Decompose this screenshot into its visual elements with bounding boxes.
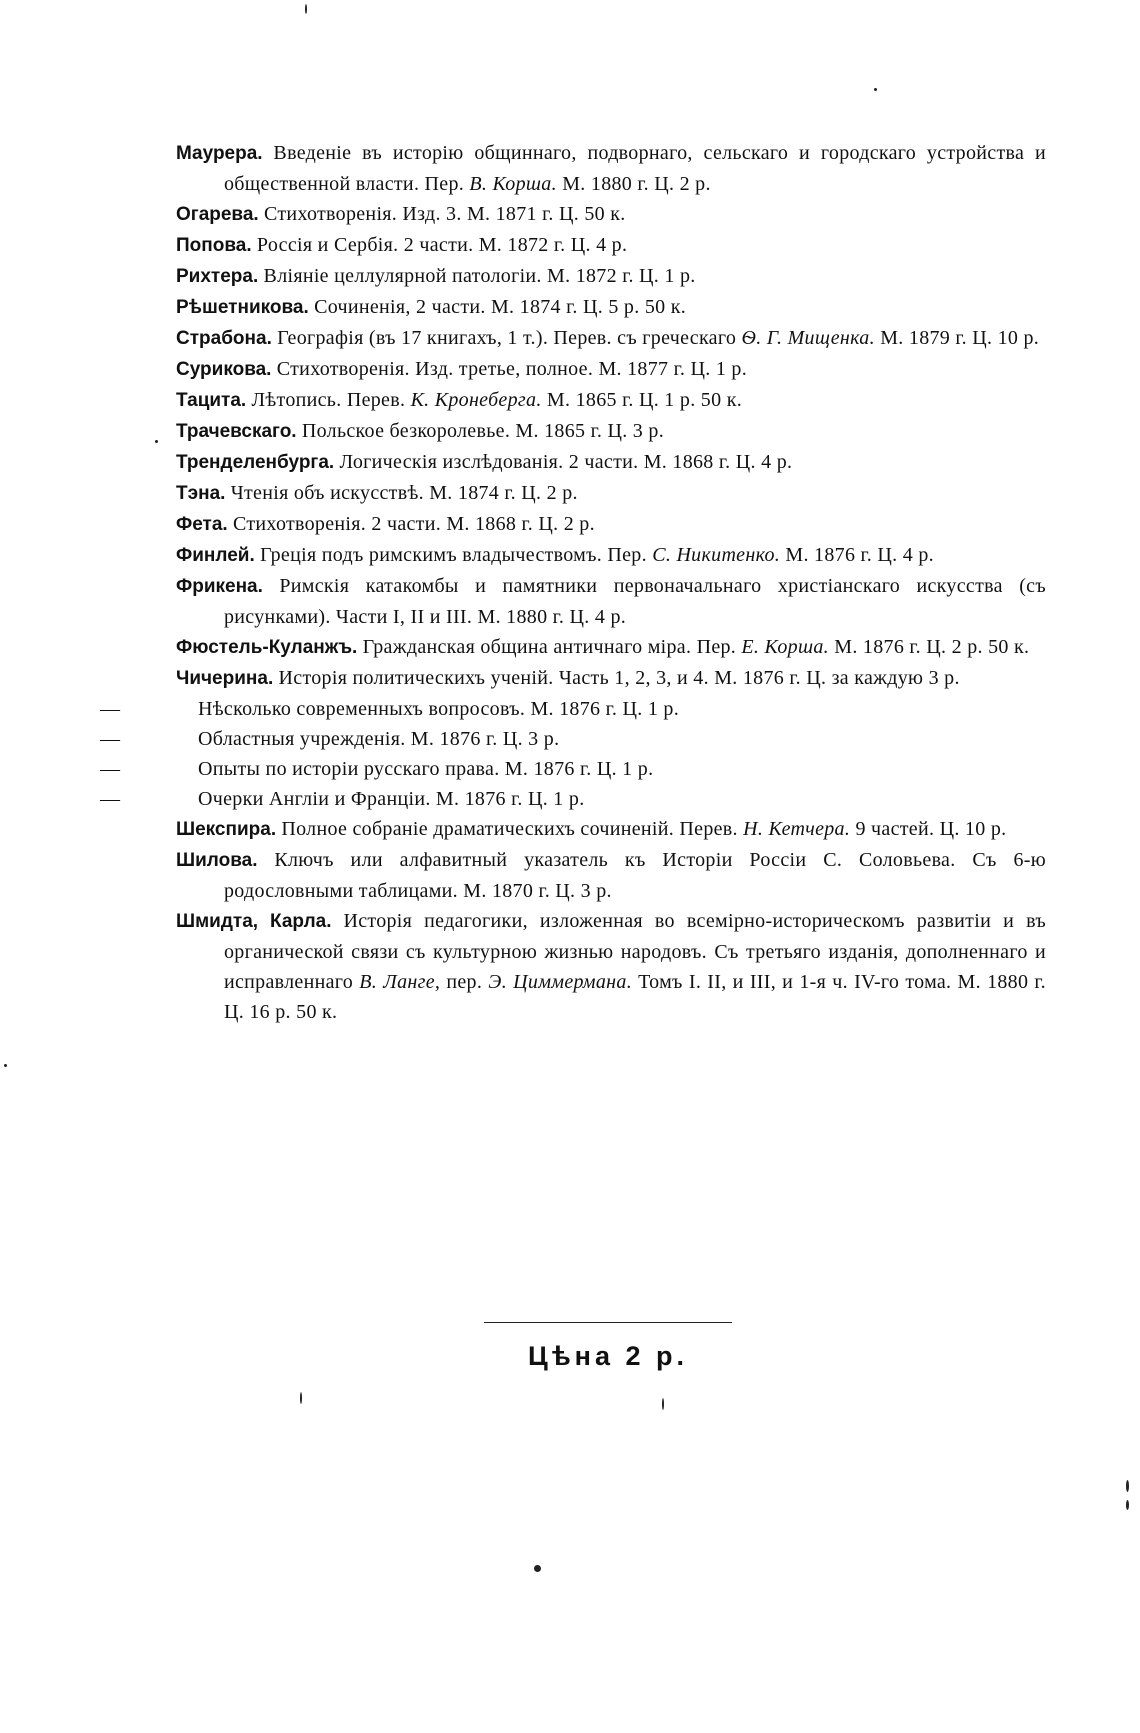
catalog-entry [176, 571, 1046, 632]
entry-text: Томъ I. II, и III, и 1-я ч. IV-го тома. М. 1880 г. Ц. 16 р. 50 к. [224, 971, 1046, 1023]
author-name: Шекспира. [176, 819, 277, 840]
catalog-entry [176, 323, 1046, 354]
author-name: Фюстель-Куланжъ. [176, 637, 358, 658]
author-name: Страбона. [176, 328, 272, 349]
author-name: Маурера. [176, 143, 263, 164]
scan-speck [300, 1392, 302, 1404]
entry-text: 9 частей. Ц. 10 р. [850, 818, 1007, 840]
continuation-dash: — [100, 728, 121, 750]
catalog-entry [176, 663, 1046, 694]
author-name: Шилова. [176, 850, 258, 871]
author-name: Трачевскаго. [176, 421, 297, 442]
entry-text: Исторія политическихъ ученій. Часть 1, 2, 3, и 4. М. 1876 г. Ц. за каждую 3 р. [273, 667, 960, 689]
catalog-entry [176, 845, 1046, 906]
entry-text: Римскія катакомбы и памятники первоначальнаго христіанскаго искусства (съ рисунками). Части I, II и III. М. 1880 г. Ц. 4 р. [224, 575, 1046, 628]
translator-name: Н. Кетчера. [743, 818, 851, 840]
entry-text: Стихотворенія. Изд. 3. М. 1871 г. Ц. 50 к. [258, 203, 626, 225]
catalog-entry [176, 509, 1046, 540]
entry-text: Областныя учрежденія. М. 1876 г. Ц. 3 р. [198, 728, 560, 750]
price-rule [484, 1322, 732, 1323]
scan-speck [662, 1398, 664, 1410]
author-name: Рихтера. [176, 266, 259, 287]
catalog-entry [176, 138, 1046, 199]
entry-text: М. 1876 г. Ц. 4 р. [780, 544, 934, 566]
catalog-sub-entry [100, 694, 1046, 724]
author-name: Сурикова. [176, 359, 272, 380]
scan-speck [534, 1565, 541, 1572]
author-name: Тренделенбурга. [176, 452, 335, 473]
entry-text: Лѣтопись. Перев. [246, 389, 411, 411]
entry-text: Чтенія объ искусствѣ. М. 1874 г. Ц. 2 р. [225, 482, 578, 504]
entry-text: Ключъ или алфавитный указатель къ Исторіи Россіи С. Соловьева. Съ 6-ю родословными таблицами. М. 1870 г. Ц. 3 р. [224, 849, 1046, 902]
catalog-entry [176, 199, 1046, 230]
translator-name: Е. Корша. [741, 636, 829, 658]
entry-text: М. 1876 г. Ц. 2 р. 50 к. [828, 636, 1030, 658]
scan-speck [1126, 1480, 1129, 1492]
author-name: Огарева. [176, 204, 259, 225]
author-name: Финлей. [176, 545, 255, 566]
scan-speck [305, 4, 307, 14]
entry-text: Введеніе въ исторію общиннаго, подворнаго, сельскаго и городскаго устройства и общественной власти. Пер. [224, 142, 1046, 195]
translator-name: К. Кронеберга. [410, 389, 542, 411]
entry-text: Очерки Англіи и Франціи. М. 1876 г. Ц. 1 р. [198, 788, 585, 810]
author-name: Фета. [176, 514, 228, 535]
entry-text: Россія и Сербія. 2 части. М. 1872 г. Ц. 4 р. [251, 234, 628, 256]
author-name: Фрикена. [176, 576, 263, 597]
translator-name: С. Никитенко. [652, 544, 781, 566]
translator-name: В. Корша. [469, 173, 557, 195]
author-name: Рѣшетникова. [176, 297, 309, 318]
catalog-entry [176, 447, 1046, 478]
catalog-entry [176, 292, 1046, 323]
scan-speck [874, 88, 877, 91]
catalog-entry [176, 632, 1046, 663]
entry-text: пер. [440, 971, 489, 993]
catalog-entry [176, 230, 1046, 261]
publisher-catalog-list [100, 138, 1046, 1027]
entry-text: Гражданская община античнаго міра. Пер. [357, 636, 742, 658]
entry-text: Стихотворенія. 2 части. М. 1868 г. Ц. 2 р. [227, 513, 595, 535]
catalog-entry [176, 354, 1046, 385]
entry-text: Географія (въ 17 книгахъ, 1 т.). Перев. съ греческаго [271, 327, 742, 349]
scan-speck [4, 1064, 7, 1067]
entry-text: Вліяніе целлулярной патологіи. М. 1872 г. Ц. 1 р. [258, 265, 696, 287]
entry-text: Полное собраніе драматическихъ сочиненій. Перев. [276, 818, 744, 840]
catalog-entry [176, 385, 1046, 416]
catalog-entry [176, 540, 1046, 571]
entry-text: Нѣсколько современныхъ вопросовъ. М. 1876 г. Ц. 1 р. [198, 698, 680, 720]
continuation-dash: — [100, 758, 121, 780]
author-name: Тацита. [176, 390, 247, 411]
catalog-sub-entry [100, 784, 1046, 814]
continuation-dash: — [100, 788, 121, 810]
entry-text: М. 1865 г. Ц. 1 р. 50 к. [541, 389, 743, 411]
catalog-entry [176, 906, 1046, 1027]
catalog-entry [176, 416, 1046, 447]
author-name: Шмидта, Карла. [176, 911, 332, 932]
translator-name: Ѳ. Г. Мищенка. [741, 327, 875, 349]
entry-text: Опыты по исторіи русскаго права. М. 1876 г. Ц. 1 р. [198, 758, 654, 780]
catalog-entry [176, 814, 1046, 845]
continuation-dash: — [100, 698, 121, 720]
scan-speck [1126, 1500, 1129, 1510]
entry-text: Логическія изслѣдованія. 2 части. М. 1868 г. Ц. 4 р. [334, 451, 793, 473]
entry-text: Исторія педагогики, изложенная во всемірно-историческомъ развитіи и въ органической связи съ культурною жизнью народовъ. Съ третьяго изданія, дополненнаго и исправленнаго [224, 910, 1046, 993]
author-name: Попова. [176, 235, 252, 256]
author-name: Тэна. [176, 483, 226, 504]
catalog-entry [176, 261, 1046, 292]
entry-text: Стихотворенія. Изд. третье, полное. М. 1877 г. Ц. 1 р. [271, 358, 748, 380]
entry-text: Сочиненія, 2 части. М. 1874 г. Ц. 5 р. 50 к. [308, 296, 687, 318]
author-name: Чичерина. [176, 668, 274, 689]
catalog-entry [176, 478, 1046, 509]
catalog-sub-entry [100, 724, 1046, 754]
catalog-sub-entry [100, 754, 1046, 784]
entry-text: М. 1879 г. Ц. 10 р. [874, 327, 1040, 349]
entry-text: Греція подъ римскимъ владычествомъ. Пер. [254, 544, 653, 566]
scan-speck [155, 440, 158, 443]
entry-text: М. 1880 г. Ц. 2 р. [556, 173, 711, 195]
entry-text: Польское безкоролевье. М. 1865 г. Ц. 3 р. [296, 420, 665, 442]
price-label: Цѣна 2 р. [527, 1341, 689, 1371]
translator-name: В. Ланге, [359, 971, 441, 993]
price-block [484, 1322, 732, 1372]
translator-name: Э. Циммермана. [488, 971, 632, 993]
